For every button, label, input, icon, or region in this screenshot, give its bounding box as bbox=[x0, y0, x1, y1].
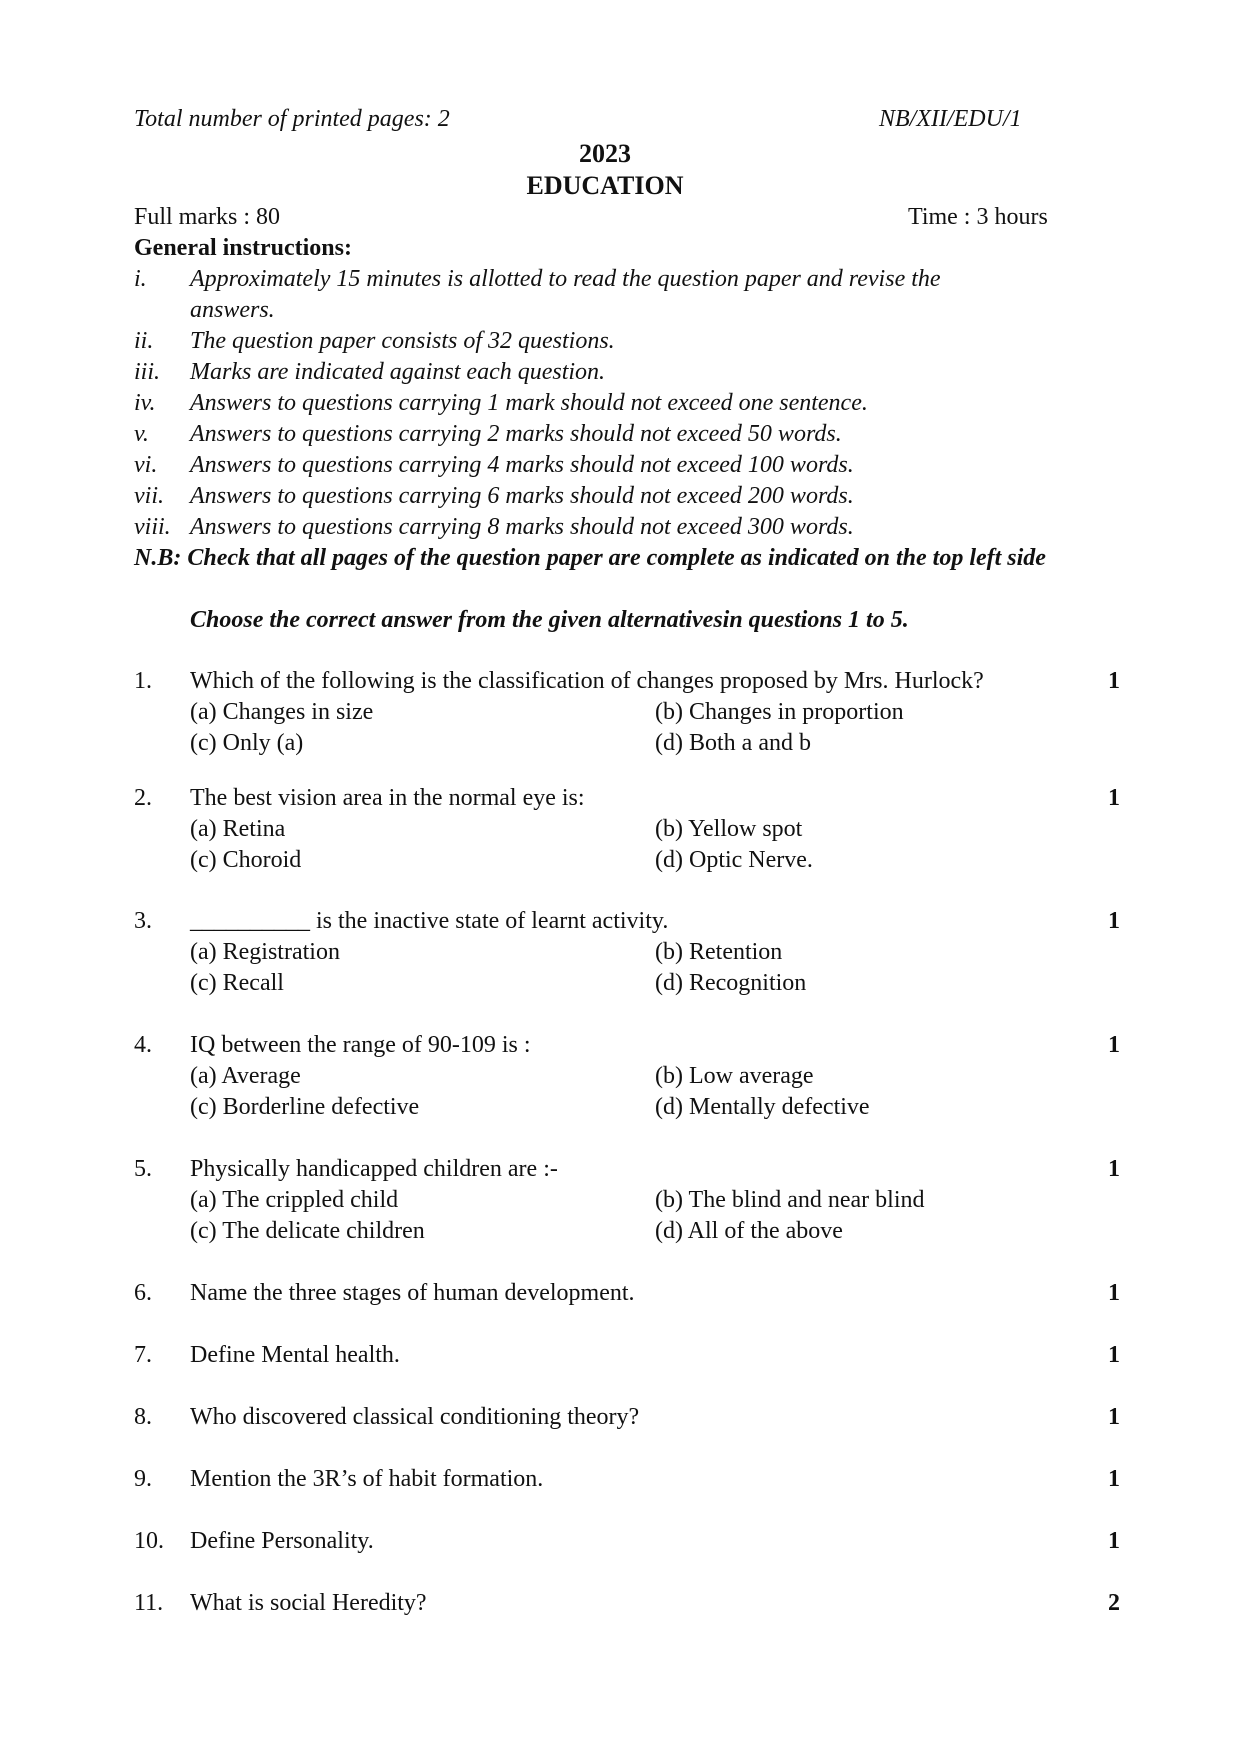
question-text: Mention the 3R’s of habit formation. bbox=[190, 1466, 544, 1492]
question-text: Which of the following is the classification of changes proposed by Mrs. Hurlock? bbox=[190, 668, 984, 694]
option-b: (b) Yellow spot bbox=[655, 816, 803, 842]
instruction-number: viii. bbox=[134, 514, 171, 540]
option-d: (d) Recognition bbox=[655, 970, 807, 996]
question-marks: 1 bbox=[1108, 785, 1120, 811]
question-text: Define Mental health. bbox=[190, 1342, 400, 1368]
question-marks: 1 bbox=[1108, 1280, 1120, 1306]
question-number: 11. bbox=[134, 1590, 164, 1616]
question-marks: 1 bbox=[1108, 1156, 1120, 1182]
question-number: 5. bbox=[134, 1156, 152, 1182]
question-text: IQ between the range of 90-109 is : bbox=[190, 1032, 531, 1058]
option-a: (a) Changes in size bbox=[190, 699, 374, 725]
subject-title: EDUCATION bbox=[526, 171, 684, 200]
instructions-heading: General instructions: bbox=[134, 235, 352, 261]
question-number: 1. bbox=[134, 668, 152, 694]
question-marks: 1 bbox=[1108, 1528, 1120, 1554]
question-marks: 1 bbox=[1108, 908, 1120, 934]
option-c: (c) Borderline defective bbox=[190, 1094, 420, 1120]
option-c: (c) The delicate children bbox=[190, 1218, 425, 1244]
question-marks: 1 bbox=[1108, 1032, 1120, 1058]
full-marks: Full marks : 80 bbox=[134, 204, 281, 230]
option-b: (b) Changes in proportion bbox=[655, 699, 904, 725]
question-marks: 1 bbox=[1108, 1342, 1120, 1368]
option-a: (a) The crippled child bbox=[190, 1187, 399, 1213]
question-marks: 1 bbox=[1108, 1466, 1120, 1492]
question-number: 10. bbox=[134, 1528, 164, 1554]
question-marks: 1 bbox=[1108, 668, 1120, 694]
option-a: (a) Average bbox=[190, 1063, 301, 1089]
question-text: __________ is the inactive state of learnt activity. bbox=[190, 908, 669, 934]
option-a: (a) Registration bbox=[190, 939, 340, 965]
instruction-number: v. bbox=[134, 421, 149, 447]
question-text: Name the three stages of human development. bbox=[190, 1280, 635, 1306]
paper-code: NB/XII/EDU/1 bbox=[879, 106, 1022, 132]
option-c: (c) Recall bbox=[190, 970, 284, 996]
instruction-text: answers. bbox=[190, 297, 275, 323]
option-c: (c) Choroid bbox=[190, 847, 302, 873]
time-allowed: Time : 3 hours bbox=[908, 204, 1048, 230]
question-marks: 1 bbox=[1108, 1404, 1120, 1430]
instruction-text: Marks are indicated against each question. bbox=[190, 359, 606, 385]
option-b: (b) Retention bbox=[655, 939, 783, 965]
instruction-number: iv. bbox=[134, 390, 156, 416]
instruction-text: Answers to questions carrying 2 marks should not exceed 50 words. bbox=[190, 421, 842, 447]
question-text: Who discovered classical conditioning theory? bbox=[190, 1404, 640, 1430]
printed-pages-note: Total number of printed pages: 2 bbox=[134, 106, 450, 132]
instruction-text: Approximately 15 minutes is allotted to read the question paper and revise the bbox=[190, 266, 941, 292]
instruction-number: vii. bbox=[134, 483, 164, 509]
question-number: 9. bbox=[134, 1466, 152, 1492]
exam-year: 2023 bbox=[579, 139, 631, 168]
instruction-number: vi. bbox=[134, 452, 158, 478]
nb-note: N.B: Check that all pages of the question paper are complete as indicated on the top left side bbox=[134, 545, 1046, 571]
question-number: 4. bbox=[134, 1032, 152, 1058]
question-number: 6. bbox=[134, 1280, 152, 1306]
option-d: (d) All of the above bbox=[655, 1218, 843, 1244]
instruction-number: ii. bbox=[134, 328, 154, 354]
choose-instruction: Choose the correct answer from the given alternativesin questions 1 to 5. bbox=[190, 607, 909, 633]
instruction-text: The question paper consists of 32 questions. bbox=[190, 328, 615, 354]
question-number: 2. bbox=[134, 785, 152, 811]
option-b: (b) The blind and near blind bbox=[655, 1187, 925, 1213]
option-d: (d) Both a and b bbox=[655, 730, 811, 756]
question-number: 8. bbox=[134, 1404, 152, 1430]
question-text: What is social Heredity? bbox=[190, 1590, 427, 1616]
instruction-text: Answers to questions carrying 8 marks should not exceed 300 words. bbox=[190, 514, 854, 540]
question-text: The best vision area in the normal eye is: bbox=[190, 785, 585, 811]
question-text: Define Personality. bbox=[190, 1528, 374, 1554]
option-d: (d) Mentally defective bbox=[655, 1094, 870, 1120]
instruction-text: Answers to questions carrying 4 marks should not exceed 100 words. bbox=[190, 452, 854, 478]
instruction-number: i. bbox=[134, 266, 147, 292]
option-c: (c) Only (a) bbox=[190, 730, 304, 756]
option-b: (b) Low average bbox=[655, 1063, 814, 1089]
question-text: Physically handicapped children are :- bbox=[190, 1156, 558, 1182]
instruction-text: Answers to questions carrying 6 marks should not exceed 200 words. bbox=[190, 483, 854, 509]
instruction-number: iii. bbox=[134, 359, 161, 385]
option-a: (a) Retina bbox=[190, 816, 286, 842]
instruction-text: Answers to questions carrying 1 mark should not exceed one sentence. bbox=[190, 390, 868, 416]
question-number: 7. bbox=[134, 1342, 152, 1368]
option-d: (d) Optic Nerve. bbox=[655, 847, 813, 873]
question-number: 3. bbox=[134, 908, 152, 934]
question-marks: 2 bbox=[1108, 1590, 1120, 1616]
